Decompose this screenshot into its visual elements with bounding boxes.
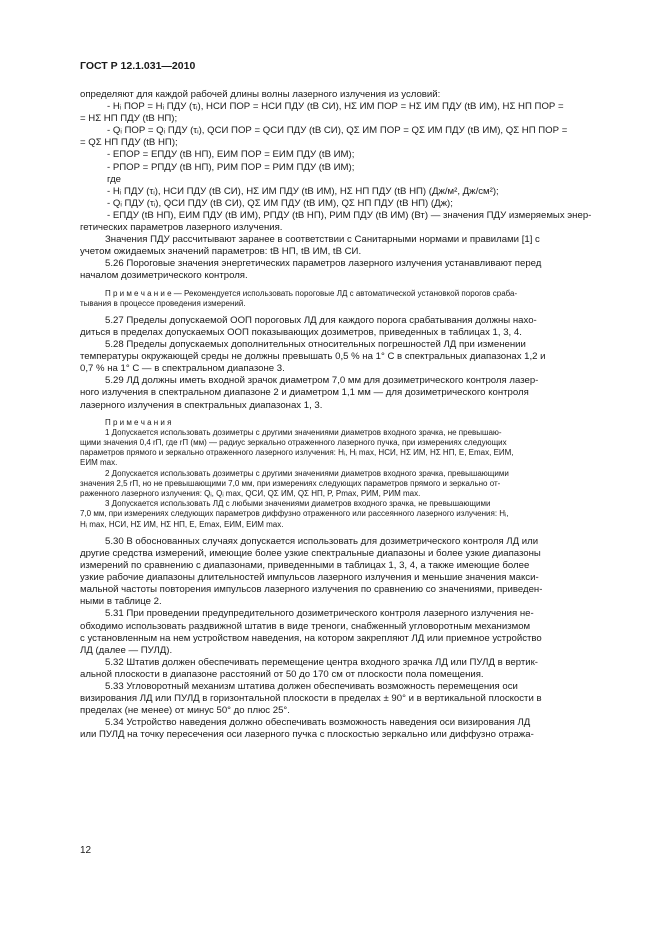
page-header-title: ГОСТ Р 12.1.031—2010 xyxy=(80,60,196,72)
text-line: Значения ПДУ рассчитывают заранее в соответствии с Санитарными нормами и правилами [1] с xyxy=(105,234,540,246)
text-line: = QΣ НП ПДУ (tВ НП); xyxy=(80,137,178,149)
note-line: Hᵢ max, HСИ, HΣ ИМ, HΣ НП, E, Emax, EИМ, EИМ max. xyxy=(80,519,284,529)
note-line: 3 Допускается использовать ЛД с любыми значениями диаметров входного зрачка, не превышающими xyxy=(105,499,491,509)
page-content xyxy=(80,89,615,741)
text-line: - Hᵢ ПОР = Hᵢ ПДУ (τᵢ), HСИ ПОР = HСИ ПДУ (tВ СИ), HΣ ИМ ПОР = HΣ ИМ ПДУ (tВ ИМ), HΣ НП ПОР = xyxy=(107,101,564,113)
page-number: 12 xyxy=(80,845,92,856)
text-line: 5.33 Угловоротный механизм штатива должен обеспечивать возможность перемещения оси xyxy=(105,681,518,693)
text-line: с установленным на нем устройством наведения, на котором закрепляют ЛД или приемное устройство xyxy=(80,632,542,644)
text-line: визирования ЛД или ПУЛД в горизонтальной плоскости в пределах ± 90° и в вертикальной плоскости в xyxy=(80,693,542,705)
text-line: 5.29 ЛД должны иметь входной зрачок диаметром 7,0 мм для дозиметрического контроля лазер- xyxy=(105,375,539,387)
note-line: 7,0 мм, при измерениях следующих параметров диффузно отраженного или рассеянного лазерного излучения: Hᵢ, xyxy=(80,509,509,519)
note-line: параметров прямого и зеркально отраженного лазерного излучения: Hᵢ, Hᵢ max, HСИ, HΣ ИМ, HΣ НП, E, Emax, EИМ, xyxy=(80,448,514,458)
text-line: ными в таблице 2. xyxy=(80,596,162,608)
text-line: или ПУЛД на точку пересечения оси лазерного пучка с плоскостью зеркально или диффузно отража- xyxy=(80,729,534,741)
text-line: обходимо использовать раздвижной штатив в виде треноги, снабженный угловоротным механизмом xyxy=(80,620,531,632)
text-line: - Qᵢ ПДУ (τᵢ), QСИ ПДУ (tВ СИ), QΣ ИМ ПДУ (tВ ИМ), QΣ НП ПДУ (tВ НП) (Дж); xyxy=(107,197,453,209)
text-line: 5.31 При проведении предупредительного дозиметрического контроля лазерного излучения не- xyxy=(105,608,534,620)
text-line: = HΣ НП ПДУ (tВ НП); xyxy=(80,113,178,125)
text-line: температуры окружающей среды не должны превышать 0,5 % на 1° С в спектральных диапазонах 1,2 и xyxy=(80,351,546,363)
text-line: 5.27 Пределы допускаемой ООП пороговых ЛД для каждого порога срабатывания должны нахо- xyxy=(105,314,537,326)
text-line: диться в пределах допускаемых ООП показывающих дозиметров, приведенных в таблицах 1, 3, 4. xyxy=(80,327,522,338)
text-line: учетом ожидаемых значений параметров: tВ НП, tВ ИМ, tВ СИ. xyxy=(80,246,362,258)
text-line: ного излучения в спектральном диапазоне 2 и диаметром 1,1 мм — для дозиметрического контроля xyxy=(80,387,529,399)
note-line: П р и м е ч а н и е — Рекомендуется использовать пороговые ЛД с автоматической установкой порогов сраба- xyxy=(105,288,518,298)
text-line: - EПДУ (tВ НП), EИМ ПДУ (tВ ИМ), PПДУ (tВ НП), PИМ ПДУ (tВ ИМ) (Вт) — значения ПДУ измеряемых энер- xyxy=(107,209,592,221)
text-line: гетических параметров лазерного излучения. xyxy=(80,222,283,234)
text-line: - EПОР = EПДУ (tВ НП), EИМ ПОР = EИМ ПДУ (tВ ИМ); xyxy=(107,149,355,161)
note-line: 1 Допускается использовать дозиметры с другими значениями диаметров входного зрачка, не превышаю- xyxy=(105,427,502,437)
text-line: ЛД (далее — ПУЛД). xyxy=(80,644,173,656)
text-line: началом дозиметрического контроля. xyxy=(80,270,248,282)
note-line: раженного лазерного излучения: Qᵢ, Qᵢ max, QСИ, QΣ ИМ, QΣ НП, P, Pmax, PИМ, PИМ max. xyxy=(80,489,421,499)
notes-title: П р и м е ч а н и я xyxy=(105,417,172,427)
text-line: лазерного излучения в спектральных диапазонах 1, 3. xyxy=(80,399,323,411)
text-line: 0,7 % на 1° С — в спектральном диапазоне 3. xyxy=(80,363,285,375)
note-line: значения 2,5 rП, но не превышающими 7,0 мм, при измерениях следующих параметров прямого и зеркально от- xyxy=(80,478,501,488)
text-line: определяют для каждой рабочей длины волны лазерного излучения из условий: xyxy=(80,89,441,100)
note-line: щими значения 0,4 rП, где rП (мм) — радиус зеркально отраженного лазерного пучка, при измерениях следующих xyxy=(80,438,507,448)
text-line: пределах (не менее) от минус 50° до плюс 25°. xyxy=(80,705,290,717)
text-line: альной плоскости в диапазоне расстояний от 50 до 170 см от плоскости пола помещения. xyxy=(80,668,484,680)
text-line: 5.30 В обоснованных случаях допускается использовать для дозиметрического контроля ЛД или xyxy=(105,535,539,547)
text-line: 5.26 Пороговые значения энергетических параметров лазерного излучения устанавливают перед xyxy=(105,258,542,270)
text-line: измерений по сравнению с диапазонами, приведенными в таблицах 1, 3, 4, а также имеющие более xyxy=(80,560,530,572)
text-line: где xyxy=(107,173,122,185)
text-line: другие средства измерений, имеющие более узкие спектральные диапазоны и более узкие диапазоны xyxy=(80,547,541,559)
text-line: 5.34 Устройство наведения должно обеспечивать возможность наведения оси визирования ЛД xyxy=(105,717,531,729)
text-line: узкие рабочие диапазоны длительностей импульсов лазерного излучения и меньшие значения макси- xyxy=(80,572,539,584)
note-line: EИМ max. xyxy=(80,458,118,468)
text-line: - Hᵢ ПДУ (τᵢ), HСИ ПДУ (tВ СИ), HΣ ИМ ПДУ (tВ ИМ), HΣ НП ПДУ (tВ НП) (Дж/м², Дж/см²); xyxy=(107,185,499,197)
text-line: мальной частоты повторения импульсов лазерного излучения по сравнению со значениями, приведен- xyxy=(80,584,543,596)
text-line: 5.32 Штатив должен обеспечивать перемещение центра входного зрачка ЛД или ПУЛД в вертик- xyxy=(105,656,538,668)
text-line: 5.28 Пределы допускаемых дополнительных относительных погрешностей ЛД при изменении xyxy=(105,339,526,351)
text-line: - Qᵢ ПОР = Qᵢ ПДУ (τᵢ), QСИ ПОР = QСИ ПДУ (tВ СИ), QΣ ИМ ПОР = QΣ ИМ ПДУ (tВ ИМ), QΣ НП ПОР = xyxy=(107,125,568,137)
text-line: - PПОР = PПДУ (tВ НП), PИМ ПОР = PИМ ПДУ (tВ ИМ); xyxy=(107,161,355,173)
note-line: тывания в процессе проведения измерений. xyxy=(80,298,246,308)
note-line: 2 Допускается использовать дозиметры с другими значениями диаметров входного зрачка, превышающими xyxy=(105,468,509,478)
